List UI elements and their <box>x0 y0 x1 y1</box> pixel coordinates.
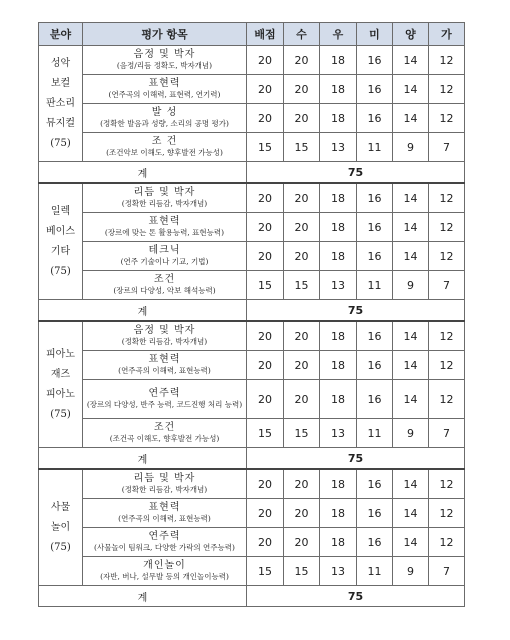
table-row <box>39 213 465 242</box>
points-cell: 20 <box>247 242 284 271</box>
field-line: (75) <box>50 541 71 553</box>
field-line: 보컬 <box>50 77 71 89</box>
table-row <box>39 469 465 499</box>
grade-ga-cell: 12 <box>429 213 465 242</box>
points-cell: 20 <box>247 351 284 380</box>
grade-su-cell: 20 <box>284 499 320 528</box>
grade-ga-cell: 12 <box>429 469 465 499</box>
grade-u-cell: 13 <box>320 557 357 586</box>
grade-ga-cell: 12 <box>429 75 465 104</box>
item-description: (정확한 리듬감, 박자개념) <box>121 199 208 208</box>
item-title: 표현력 <box>148 216 181 227</box>
grade-yang-cell: 14 <box>393 104 429 133</box>
item-description: (장르에 맞는 톤 활용능력, 표현능력) <box>104 228 225 237</box>
table-row <box>39 380 465 419</box>
table-row <box>39 351 465 380</box>
item-title: 음정 및 박자 <box>133 49 196 60</box>
table-row <box>39 321 465 351</box>
grade-yang-cell: 14 <box>393 213 429 242</box>
total-value: 75 <box>247 300 465 322</box>
grade-mi-cell: 16 <box>357 321 393 351</box>
points-cell: 15 <box>247 271 284 300</box>
evaluation-rubric-table <box>38 22 465 607</box>
field-line: (75) <box>50 408 71 420</box>
field-line: 피아노 <box>46 388 75 400</box>
total-label: 계 <box>39 586 247 607</box>
field-line: (75) <box>50 137 71 149</box>
table-row <box>39 557 465 586</box>
field-line: 사물 <box>50 501 71 513</box>
grade-ga-cell: 12 <box>429 321 465 351</box>
field-cell <box>39 183 83 300</box>
total-row <box>39 586 465 607</box>
grade-mi-cell: 11 <box>357 419 393 448</box>
grade-mi-cell: 11 <box>357 271 393 300</box>
table-row <box>39 183 465 213</box>
evaluation-item-cell <box>83 419 247 448</box>
item-description: (음정/리듬 정확도, 박자개념) <box>116 61 213 70</box>
grade-yang-cell: 14 <box>393 351 429 380</box>
header-row <box>39 23 465 46</box>
table-row <box>39 75 465 104</box>
evaluation-item-cell <box>83 469 247 499</box>
field-line: 베이스 <box>46 225 75 237</box>
grade-mi-cell: 16 <box>357 499 393 528</box>
grade-u-cell: 18 <box>320 528 357 557</box>
grade-u-cell: 13 <box>320 271 357 300</box>
grade-ga-cell: 12 <box>429 351 465 380</box>
grade-yang-cell: 14 <box>393 499 429 528</box>
item-title: 표현력 <box>148 78 181 89</box>
points-cell: 20 <box>247 46 284 75</box>
evaluation-item-cell <box>83 75 247 104</box>
grade-mi-cell: 16 <box>357 75 393 104</box>
field-line: 피아노 <box>46 348 75 360</box>
item-description: (연주 기술이나 기교, 기법) <box>120 257 209 266</box>
grade-ga-cell: 12 <box>429 380 465 419</box>
grade-mi-cell: 16 <box>357 351 393 380</box>
grade-u-cell: 13 <box>320 133 357 162</box>
header-grade-u: 우 <box>320 23 357 46</box>
field-line: 일렉 <box>50 205 71 217</box>
grade-u-cell: 18 <box>320 321 357 351</box>
evaluation-item-cell <box>83 133 247 162</box>
header-grade-su: 수 <box>284 23 320 46</box>
evaluation-item-cell <box>83 271 247 300</box>
grade-mi-cell: 11 <box>357 133 393 162</box>
item-title: 연주력 <box>148 531 181 542</box>
item-title: 테크닉 <box>148 245 181 256</box>
item-title: 조건 <box>153 422 176 433</box>
item-description: (정확한 발음과 성량, 소리의 공명 평가) <box>100 119 229 128</box>
evaluation-item-cell <box>83 321 247 351</box>
grade-u-cell: 18 <box>320 499 357 528</box>
item-title: 표현력 <box>148 502 181 513</box>
points-cell: 15 <box>247 557 284 586</box>
grade-u-cell: 13 <box>320 419 357 448</box>
grade-su-cell: 20 <box>284 183 320 213</box>
grade-su-cell: 15 <box>284 419 320 448</box>
grade-u-cell: 18 <box>320 380 357 419</box>
grade-ga-cell: 12 <box>429 242 465 271</box>
grade-ga-cell: 12 <box>429 183 465 213</box>
item-description: (조건곡 이해도, 향후발전 가능성) <box>109 434 220 443</box>
grade-yang-cell: 14 <box>393 242 429 271</box>
field-line: 기타 <box>50 245 71 257</box>
points-cell: 15 <box>247 419 284 448</box>
grade-yang-cell: 14 <box>393 183 429 213</box>
item-title: 표현력 <box>148 354 181 365</box>
table-row <box>39 528 465 557</box>
grade-su-cell: 20 <box>284 351 320 380</box>
item-description: (사물놀이 팀워크, 다양한 가락의 연주능력) <box>94 543 235 552</box>
header-points: 배점 <box>247 23 284 46</box>
rubric-body <box>39 46 465 607</box>
evaluation-item-cell <box>83 557 247 586</box>
points-cell: 20 <box>247 528 284 557</box>
grade-u-cell: 18 <box>320 75 357 104</box>
evaluation-item-cell <box>83 380 247 419</box>
grade-mi-cell: 16 <box>357 104 393 133</box>
points-cell: 20 <box>247 213 284 242</box>
evaluation-item-cell <box>83 183 247 213</box>
points-cell: 15 <box>247 133 284 162</box>
item-title: 음정 및 박자 <box>133 325 196 336</box>
table-row <box>39 271 465 300</box>
item-description: (장르의 다양성, 악보 해석능력) <box>113 286 216 295</box>
grade-yang-cell: 14 <box>393 75 429 104</box>
field-line: 뮤지컬 <box>46 117 75 129</box>
grade-yang-cell: 14 <box>393 380 429 419</box>
grade-yang-cell: 9 <box>393 271 429 300</box>
item-title: 리듬 및 박자 <box>133 473 196 484</box>
grade-ga-cell: 7 <box>429 271 465 300</box>
grade-su-cell: 15 <box>284 557 320 586</box>
grade-ga-cell: 12 <box>429 499 465 528</box>
total-label: 계 <box>39 448 247 470</box>
grade-yang-cell: 14 <box>393 46 429 75</box>
evaluation-item-cell <box>83 528 247 557</box>
item-description: (연주곡의 이해력, 표현능력) <box>118 366 211 375</box>
table-row <box>39 499 465 528</box>
points-cell: 20 <box>247 75 284 104</box>
item-title: 조건 <box>153 274 176 285</box>
table-row <box>39 419 465 448</box>
grade-su-cell: 20 <box>284 104 320 133</box>
grade-ga-cell: 12 <box>429 46 465 75</box>
grade-u-cell: 18 <box>320 104 357 133</box>
header-grade-ga: 가 <box>429 23 465 46</box>
item-title: 리듬 및 박자 <box>133 187 196 198</box>
grade-mi-cell: 16 <box>357 380 393 419</box>
field-cell <box>39 46 83 162</box>
grade-su-cell: 20 <box>284 213 320 242</box>
evaluation-item-cell <box>83 46 247 75</box>
grade-ga-cell: 7 <box>429 419 465 448</box>
item-description: (연주곡의 이해력, 표현력, 연기력) <box>108 90 221 99</box>
grade-u-cell: 18 <box>320 242 357 271</box>
grade-su-cell: 20 <box>284 528 320 557</box>
table-row <box>39 46 465 75</box>
grade-u-cell: 18 <box>320 183 357 213</box>
grade-mi-cell: 16 <box>357 469 393 499</box>
grade-u-cell: 18 <box>320 213 357 242</box>
grade-mi-cell: 16 <box>357 183 393 213</box>
header-item: 평가 항목 <box>83 23 247 46</box>
total-row <box>39 162 465 184</box>
total-label: 계 <box>39 300 247 322</box>
grade-ga-cell: 12 <box>429 528 465 557</box>
item-title: 발 성 <box>151 107 178 118</box>
grade-su-cell: 15 <box>284 133 320 162</box>
grade-yang-cell: 9 <box>393 133 429 162</box>
total-value: 75 <box>247 448 465 470</box>
header-field: 분야 <box>39 23 83 46</box>
points-cell: 20 <box>247 469 284 499</box>
field-line: 판소리 <box>46 97 75 109</box>
table-row <box>39 133 465 162</box>
field-line: (75) <box>50 265 71 277</box>
points-cell: 20 <box>247 183 284 213</box>
grade-mi-cell: 11 <box>357 557 393 586</box>
item-title: 연주력 <box>148 388 181 399</box>
points-cell: 20 <box>247 380 284 419</box>
header-grade-yang: 양 <box>393 23 429 46</box>
grade-ga-cell: 7 <box>429 557 465 586</box>
evaluation-item-cell <box>83 242 247 271</box>
header-grade-mi: 미 <box>357 23 393 46</box>
grade-u-cell: 18 <box>320 469 357 499</box>
grade-su-cell: 20 <box>284 242 320 271</box>
field-cell <box>39 469 83 586</box>
total-value: 75 <box>247 586 465 607</box>
total-label: 계 <box>39 162 247 184</box>
item-description: (자반, 버나, 설무발 등의 개인놀이능력) <box>100 572 229 581</box>
item-description: (연주곡의 이해력, 표현능력) <box>118 514 211 523</box>
grade-yang-cell: 9 <box>393 419 429 448</box>
item-title: 조 건 <box>151 136 178 147</box>
table-row <box>39 242 465 271</box>
grade-u-cell: 18 <box>320 351 357 380</box>
item-description: (장르의 다양성, 반주 능력, 코드진행 처리 능력) <box>86 400 243 409</box>
grade-yang-cell: 14 <box>393 528 429 557</box>
item-title: 개인놀이 <box>143 560 186 571</box>
table-row <box>39 104 465 133</box>
grade-su-cell: 15 <box>284 271 320 300</box>
evaluation-item-cell <box>83 351 247 380</box>
evaluation-item-cell <box>83 499 247 528</box>
field-line: 성악 <box>50 57 71 69</box>
points-cell: 20 <box>247 321 284 351</box>
grade-ga-cell: 12 <box>429 104 465 133</box>
total-value: 75 <box>247 162 465 184</box>
item-description: (정확한 리듬감, 박자개념) <box>121 485 208 494</box>
grade-su-cell: 20 <box>284 321 320 351</box>
evaluation-item-cell <box>83 213 247 242</box>
grade-u-cell: 18 <box>320 46 357 75</box>
grade-ga-cell: 7 <box>429 133 465 162</box>
grade-su-cell: 20 <box>284 380 320 419</box>
item-description: (정확한 리듬감, 박자개념) <box>121 337 208 346</box>
field-cell <box>39 321 83 448</box>
grade-yang-cell: 14 <box>393 321 429 351</box>
evaluation-item-cell <box>83 104 247 133</box>
grade-yang-cell: 14 <box>393 469 429 499</box>
item-description: (조건악보 이해도, 향후발전 가능성) <box>106 148 223 157</box>
grade-mi-cell: 16 <box>357 46 393 75</box>
grade-su-cell: 20 <box>284 469 320 499</box>
field-line: 재즈 <box>50 368 71 380</box>
field-line: 놀이 <box>50 521 71 533</box>
grade-su-cell: 20 <box>284 75 320 104</box>
grade-mi-cell: 16 <box>357 213 393 242</box>
points-cell: 20 <box>247 499 284 528</box>
grade-mi-cell: 16 <box>357 242 393 271</box>
grade-mi-cell: 16 <box>357 528 393 557</box>
points-cell: 20 <box>247 104 284 133</box>
total-row <box>39 448 465 470</box>
grade-yang-cell: 9 <box>393 557 429 586</box>
total-row <box>39 300 465 322</box>
grade-su-cell: 20 <box>284 46 320 75</box>
